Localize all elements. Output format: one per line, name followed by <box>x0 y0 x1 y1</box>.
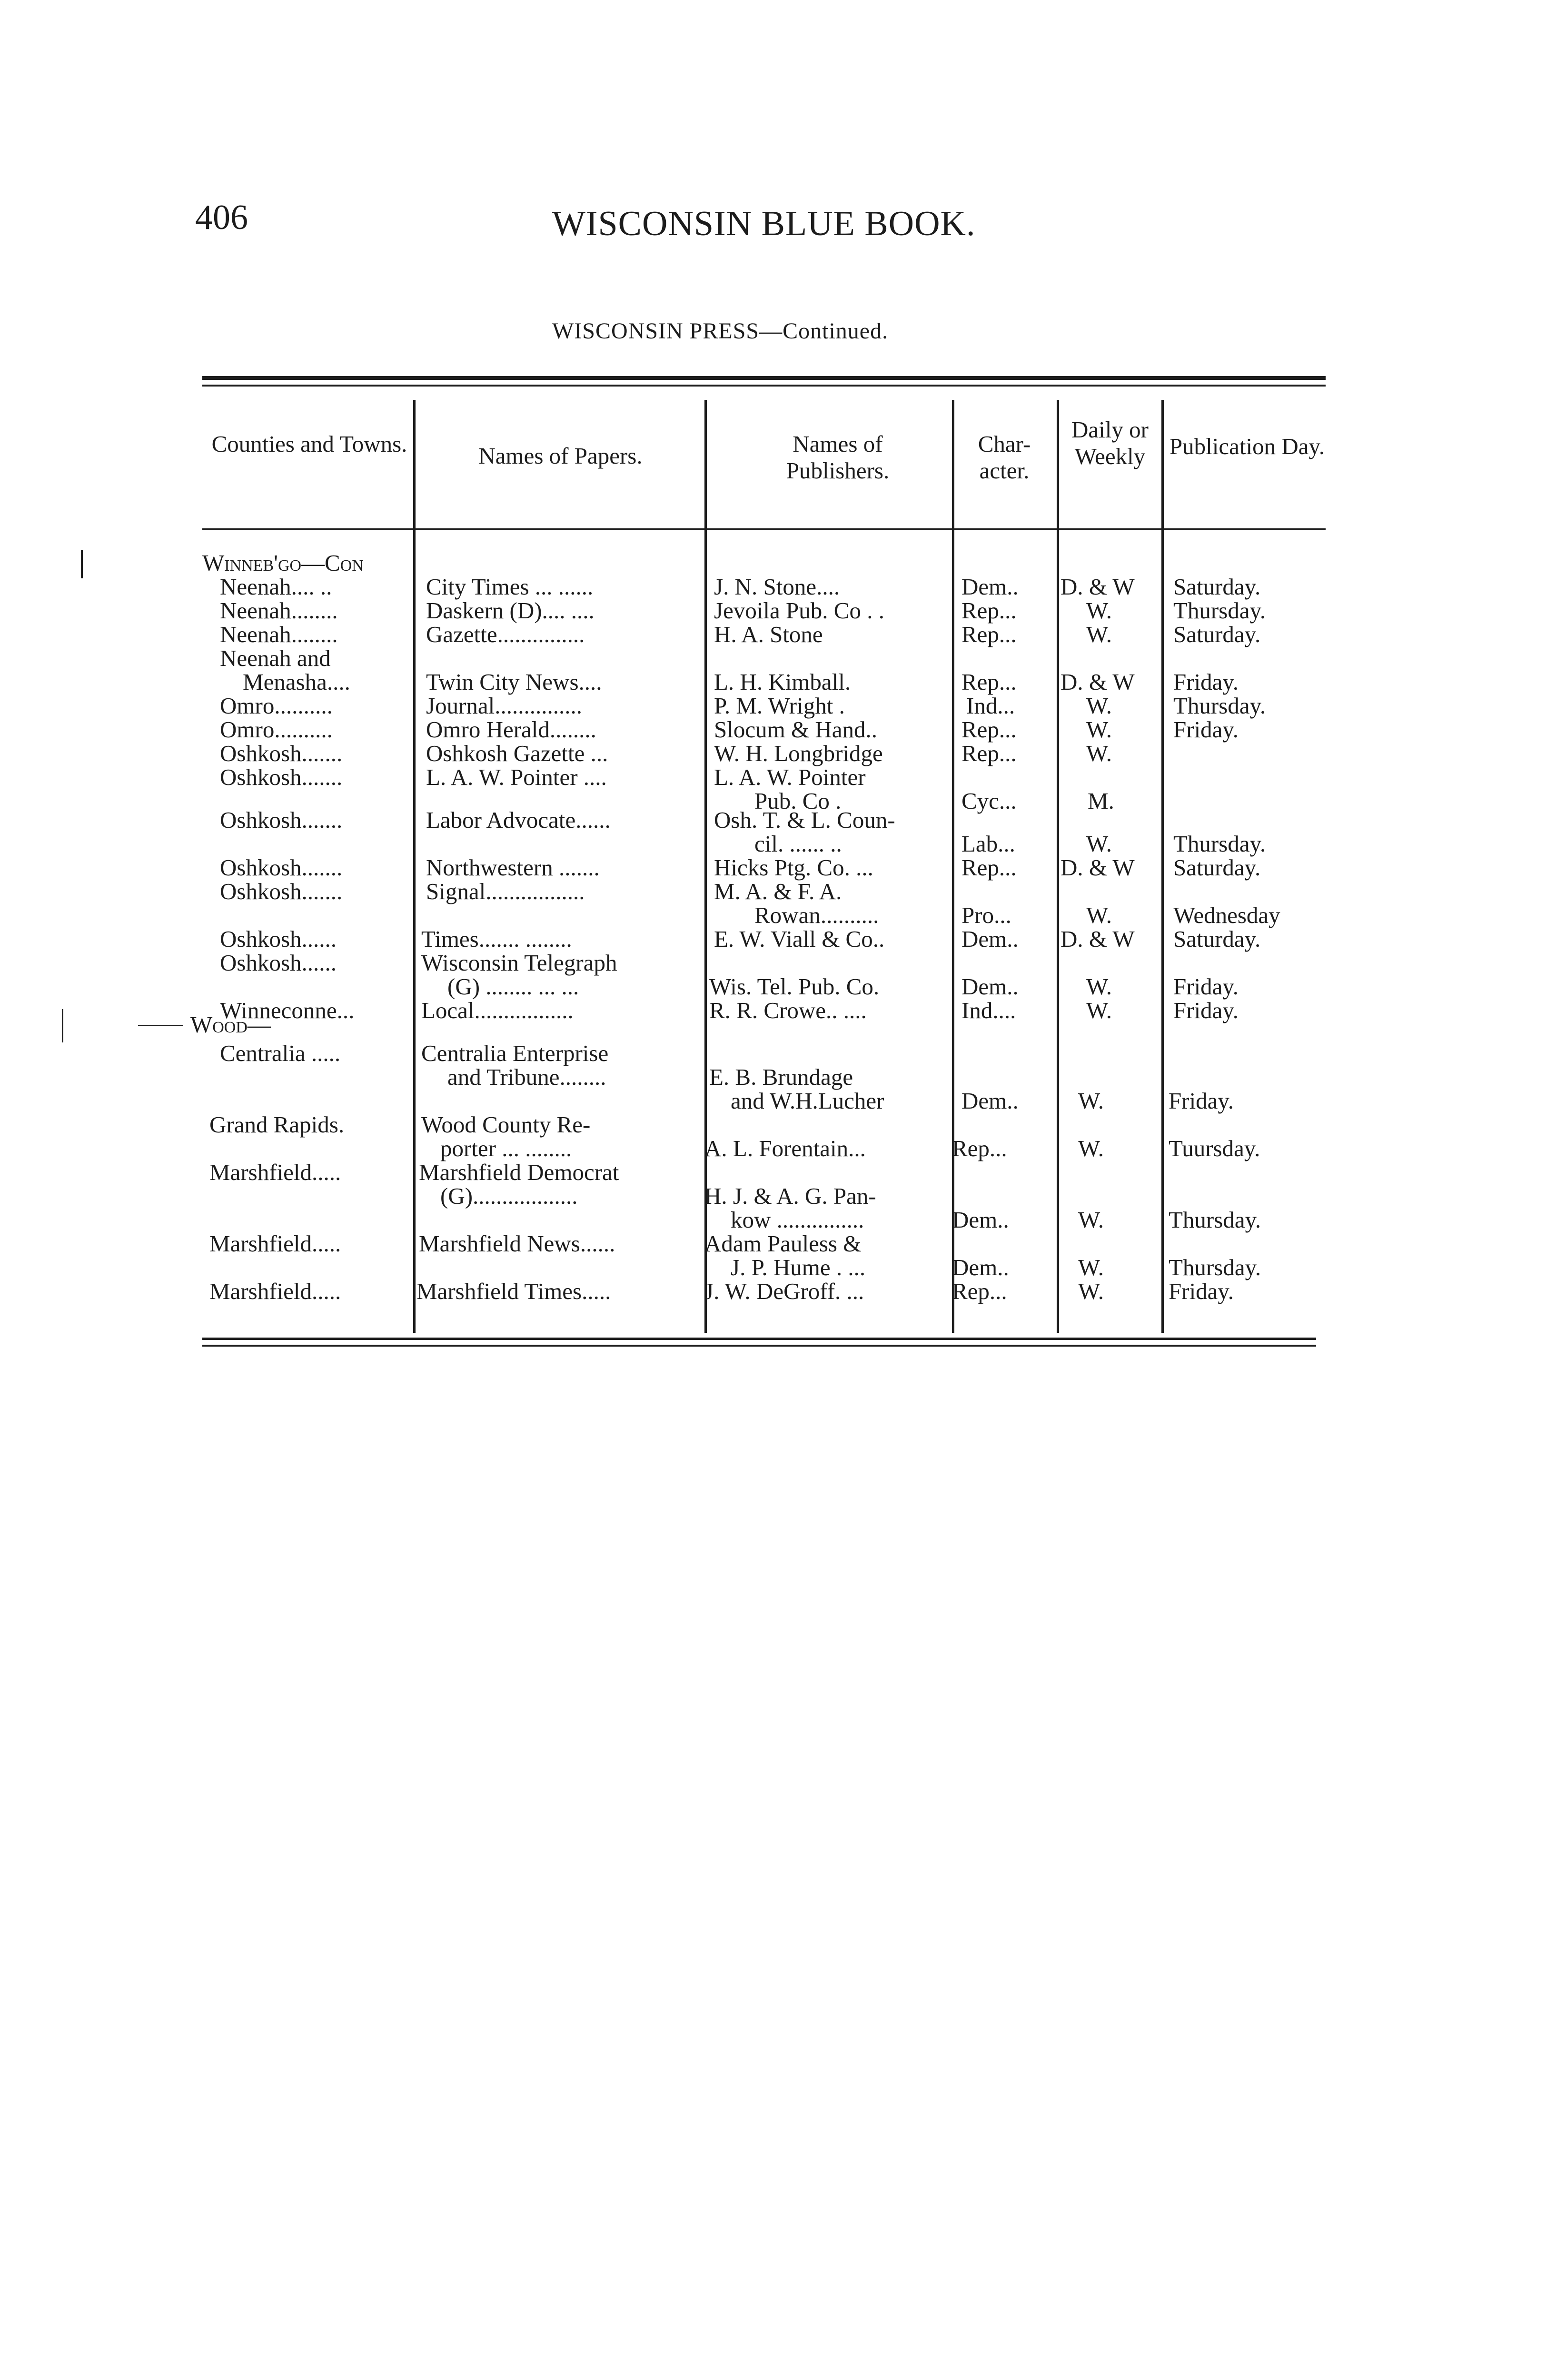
county-cell: Omro.......... <box>220 716 333 743</box>
paper-cell: Marshfield News...... <box>419 1230 615 1257</box>
header-daily-or-weekly: Daily or Weekly <box>1071 416 1149 469</box>
publisher-cell: Osh. T. & L. Coun- <box>714 807 895 833</box>
frequency-cell: W. <box>1078 1278 1104 1304</box>
character-cell: Rep... <box>961 716 1017 743</box>
day-cell: Friday. <box>1169 1088 1234 1114</box>
frequency-cell: W. <box>1086 740 1112 766</box>
frequency-cell: W. <box>1078 1254 1104 1280</box>
publisher-cell: Adam Pauless & <box>704 1230 862 1257</box>
frequency-cell: W. <box>1086 997 1112 1023</box>
frequency-cell: W. <box>1078 1207 1104 1233</box>
day-cell: Friday. <box>1169 1278 1234 1304</box>
publisher-cell: M. A. & F. A. <box>714 878 842 904</box>
paper-cell: Oshkosh Gazette ... <box>426 740 608 766</box>
frequency-cell: M. <box>1088 788 1114 814</box>
paper-cell: Local................. <box>421 997 574 1023</box>
margin-mark <box>62 1009 63 1042</box>
paper-cell: Marshfield Times..... <box>416 1278 611 1304</box>
paper-cell: Twin City News.... <box>426 669 602 695</box>
publisher-cell: Rowan.......... <box>754 902 879 928</box>
paper-cell: Wisconsin Telegraph <box>421 950 617 976</box>
frequency-cell: W. <box>1086 597 1112 624</box>
character-cell: Lab... <box>961 831 1015 857</box>
publisher-cell: J. N. Stone.... <box>714 574 840 600</box>
county-cell: Centralia ..... <box>220 1040 341 1066</box>
publisher-cell: W. H. Longbridge <box>714 740 883 766</box>
paper-cell: Labor Advocate...... <box>426 807 611 833</box>
header-counties-and-towns: Counties and Towns. <box>211 431 407 457</box>
day-cell: Saturday. <box>1173 854 1261 881</box>
character-cell: Rep... <box>961 621 1017 647</box>
paper-cell: porter ... ........ <box>440 1135 572 1161</box>
character-cell: Rep... <box>961 597 1017 624</box>
day-cell: Friday. <box>1173 973 1239 1000</box>
section-title: WISCONSIN PRESS—Continued. <box>552 318 889 344</box>
frequency-cell: W. <box>1086 973 1112 1000</box>
character-cell: Dem.. <box>952 1254 1009 1280</box>
publisher-cell: A. L. Forentain... <box>704 1135 866 1161</box>
publisher-cell: Pub. Co . <box>754 788 842 814</box>
header-bottom-rule <box>202 528 1326 530</box>
column-divider <box>413 400 416 1333</box>
day-cell: Saturday. <box>1173 926 1261 952</box>
table-top-rule <box>202 376 1326 380</box>
frequency-cell: D. & W <box>1060 926 1135 952</box>
day-cell: Friday. <box>1173 716 1239 743</box>
county-cell: Neenah........ <box>220 597 338 624</box>
county-cell: Menasha.... <box>243 669 350 695</box>
publisher-cell: H. A. Stone <box>714 621 823 647</box>
frequency-cell: W. <box>1086 831 1112 857</box>
publisher-cell: L. H. Kimball. <box>714 669 851 695</box>
character-cell: Ind... <box>966 693 1015 719</box>
publisher-cell: cil. ...... .. <box>754 831 842 857</box>
character-cell: Dem.. <box>961 574 1019 600</box>
county-cell: Oshkosh....... <box>220 854 343 881</box>
publisher-cell: Hicks Ptg. Co. ... <box>714 854 873 881</box>
character-cell: Dem.. <box>961 973 1019 1000</box>
column-divider <box>952 400 954 1333</box>
paper-cell: Centralia Enterprise <box>421 1040 609 1066</box>
county-group-label: Winneb'go—Con <box>202 550 364 576</box>
county-cell: Neenah........ <box>220 621 338 647</box>
frequency-cell: W. <box>1086 621 1112 647</box>
county-cell: Oshkosh....... <box>220 878 343 904</box>
day-cell: Thursday. <box>1173 693 1266 719</box>
header-character: Char- acter. <box>978 431 1031 484</box>
paper-cell: Gazette............... <box>426 621 585 647</box>
day-cell: Friday. <box>1173 997 1239 1023</box>
publisher-cell: J. W. DeGroff. ... <box>704 1278 864 1304</box>
page-number: 406 <box>195 198 248 237</box>
paper-cell: Omro Herald........ <box>426 716 596 743</box>
publisher-cell: H. J. & A. G. Pan- <box>704 1183 876 1209</box>
paper-cell: and Tribune........ <box>447 1064 606 1090</box>
frequency-cell: D. & W <box>1060 854 1135 881</box>
county-cell: Oshkosh....... <box>220 764 343 790</box>
county-cell: Oshkosh....... <box>220 740 343 766</box>
publisher-cell: P. M. Wright . <box>714 693 845 719</box>
day-cell: Thursday. <box>1169 1207 1261 1233</box>
character-cell: Rep... <box>952 1278 1007 1304</box>
paper-cell: Daskern (D).... .... <box>426 597 595 624</box>
character-cell: Cyc... <box>961 788 1017 814</box>
county-cell: Neenah and <box>220 645 331 671</box>
county-cell: Marshfield..... <box>209 1278 341 1304</box>
character-cell: Rep... <box>961 669 1017 695</box>
paper-cell: Times....... ........ <box>421 926 572 952</box>
publisher-cell: Wis. Tel. Pub. Co. <box>709 973 880 1000</box>
frequency-cell: D. & W <box>1060 669 1135 695</box>
table-top-rule-thin <box>202 385 1326 387</box>
paper-cell: Marshfield Democrat <box>419 1159 619 1185</box>
paper-cell: Wood County Re- <box>421 1111 591 1138</box>
table-bottom-rule <box>202 1338 1316 1340</box>
table-bottom-rule-thin <box>202 1345 1316 1347</box>
frequency-cell: D. & W <box>1060 574 1135 600</box>
day-cell: Saturday. <box>1173 621 1261 647</box>
character-cell: Dem.. <box>961 1088 1019 1114</box>
paper-cell: L. A. W. Pointer .... <box>426 764 607 790</box>
day-cell: Thursday. <box>1169 1254 1261 1280</box>
paper-cell: Northwestern ....... <box>426 854 600 881</box>
header-names-of-papers: Names of Papers. <box>478 443 643 469</box>
character-cell: Ind.... <box>961 997 1016 1023</box>
county-group-label: Wood— <box>190 1012 271 1038</box>
running-title: WISCONSIN BLUE BOOK. <box>552 204 976 243</box>
frequency-cell: W. <box>1078 1088 1104 1114</box>
publisher-cell: Jevoila Pub. Co . . <box>714 597 884 624</box>
day-cell: Friday. <box>1173 669 1239 695</box>
character-cell: Pro... <box>961 902 1011 928</box>
publisher-cell: J. P. Hume . ... <box>731 1254 866 1280</box>
publisher-cell: R. R. Crowe.. .... <box>709 997 867 1023</box>
county-cell: Winneconne... <box>220 997 355 1023</box>
county-cell: Marshfield..... <box>209 1159 341 1185</box>
frequency-cell: W. <box>1086 693 1112 719</box>
county-cell: Omro.......... <box>220 693 333 719</box>
paper-cell: Signal................. <box>426 878 585 904</box>
header-names-of-publishers: Names of Publishers. <box>786 431 890 484</box>
character-cell: Rep... <box>961 854 1017 881</box>
publisher-cell: Slocum & Hand.. <box>714 716 877 743</box>
publisher-cell: L. A. W. Pointer <box>714 764 866 790</box>
column-divider <box>1161 400 1164 1333</box>
county-cell: Oshkosh....... <box>220 807 343 833</box>
margin-mark <box>81 550 83 578</box>
paper-cell: City Times ... ...... <box>426 574 594 600</box>
publisher-cell: and W.H.Lucher <box>731 1088 884 1114</box>
paper-cell: (G).................. <box>440 1183 578 1209</box>
character-cell: Rep... <box>952 1135 1007 1161</box>
margin-mark <box>138 1025 183 1026</box>
frequency-cell: W. <box>1078 1135 1104 1161</box>
day-cell: Wednesday <box>1173 902 1280 928</box>
county-cell: Oshkosh...... <box>220 950 337 976</box>
county-cell: Marshfield..... <box>209 1230 341 1257</box>
publisher-cell: kow ............... <box>731 1207 864 1233</box>
publisher-cell: E. B. Brundage <box>709 1064 853 1090</box>
publisher-cell: E. W. Viall & Co.. <box>714 926 885 952</box>
frequency-cell: W. <box>1086 902 1112 928</box>
character-cell: Dem.. <box>961 926 1019 952</box>
column-divider <box>1057 400 1059 1333</box>
header-publication-day: Publication Day. <box>1169 433 1325 459</box>
day-cell: Thursday. <box>1173 597 1266 624</box>
character-cell: Rep... <box>961 740 1017 766</box>
county-cell: Neenah.... .. <box>220 574 332 600</box>
paper-cell: Journal............... <box>426 693 582 719</box>
day-cell: Saturday. <box>1173 574 1261 600</box>
county-cell: Oshkosh...... <box>220 926 337 952</box>
character-cell: Dem.. <box>952 1207 1009 1233</box>
frequency-cell: W. <box>1086 716 1112 743</box>
day-cell: Tuursday. <box>1169 1135 1260 1161</box>
paper-cell: (G) ........ ... ... <box>447 973 579 1000</box>
county-cell: Grand Rapids. <box>209 1111 345 1138</box>
day-cell: Thursday. <box>1173 831 1266 857</box>
